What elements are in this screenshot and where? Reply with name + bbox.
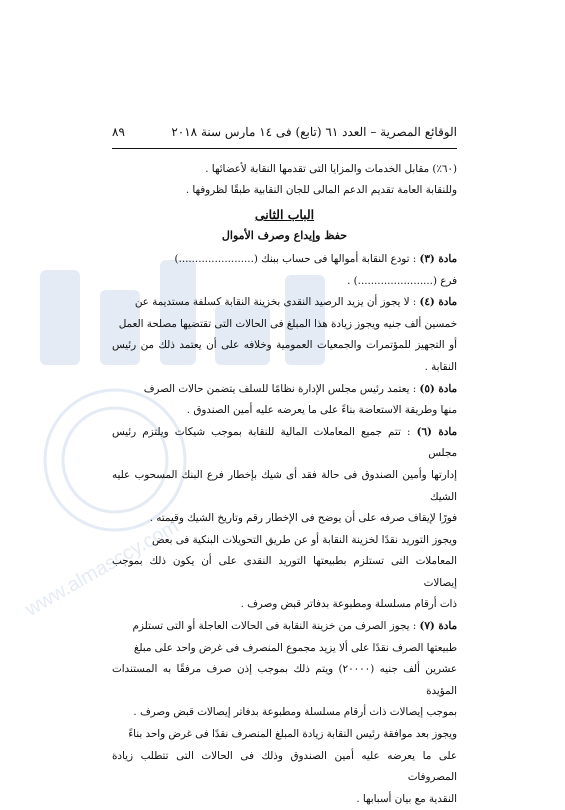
text-line: النقدية مع بيان أسبابها . xyxy=(356,792,457,805)
article-7-line xyxy=(112,616,457,638)
article-5-line xyxy=(112,379,457,401)
chapter-title: الباب الثانى xyxy=(254,206,315,222)
article-label: مادة (٣) xyxy=(419,252,457,265)
article-4-line xyxy=(112,292,457,314)
article-3-line xyxy=(112,249,457,271)
text-line: ذات أرقام مسلسلة ومطبوعة بدفاتر قبض وصرف . xyxy=(240,598,457,611)
text-line: فورًا لإيقاف صرفه على أن يوضح فى الإخطار رقم وتاريخ الشيك وقيمته . xyxy=(149,512,457,525)
text-line: خمسين ألف جنيه ويجوز زيادة هذا المبلغ فى الحالات التى تقتضيها مصلحة العمل xyxy=(118,317,457,330)
text-line: بموجب إيصالات ذات أرقام مسلسلة ومطبوعة بدفاتر إيصالات قبض وصرف . xyxy=(133,706,457,719)
header-title: الوقائع المصرية – العدد ٦١ (تابع) فى ١٤ مارس سنة ٢٠١٨ xyxy=(171,125,457,139)
text-line: على ما يعرضه عليه أمين الصندوق وذلك فى الحالات التى تتطلب زيادة المصروفات xyxy=(112,749,457,784)
text-line: وللنقابة العامة تقديم الدعم المالى للجان النقابية طبقًا لظروفها . xyxy=(185,184,457,197)
text-line: عشرين ألف جنيه (٢٠٠٠٠) ويتم ذلك بموجب إذن صرف مرفقًا به المستندات المؤيدة xyxy=(112,663,457,697)
text-line: المعاملات التى تستلزم بطبيعتها التوريد النقدى على أن يكون ذلك بموجب إيصالات xyxy=(112,555,457,589)
article-text: : لا يجوز أن يزيد الرصيد النقدى بخزينة النقابة كسلفة مستديمة عن xyxy=(134,296,417,309)
article-label: مادة (٦) xyxy=(416,425,458,438)
text-line: إدارتها وأمين الصندوق فى حالة فقد أى شيك بإخطار فرع البنك المسحوب عليه الشيك xyxy=(112,468,457,503)
text-line: ويجوز بعد موافقة رئيس النقابة زيادة المبلغ المنصرف نقدًا فى غرض واحد بناءً xyxy=(128,728,457,741)
article-text: : يعتمد رئيس مجلس الإدارة نظامًا للسلف يتضمن حالات الصرف xyxy=(143,382,417,395)
article-text: : يجوز الصرف من خزينة النقابة فى الحالات العاجلة أو التى تستلزم xyxy=(132,620,417,633)
page-number: ٨٩ xyxy=(112,125,125,139)
article-6-line xyxy=(112,422,457,465)
article-text: : تودع النقابة أموالها فى حساب ببنك (.......................) xyxy=(174,252,417,265)
article-label: مادة (٥) xyxy=(419,382,457,395)
watermark-url: www.almasccy.com xyxy=(21,515,183,621)
document-page xyxy=(112,122,457,810)
page-header xyxy=(112,122,457,149)
article-text: : تتم جميع المعاملات المالية للنقابة بموجب شيكات ويلتزم رئيس مجلس xyxy=(112,425,457,460)
text-line: أو التجهيز للمؤتمرات والجمعيات العمومية وخلافه على أن يعتمد ذلك من رئيس النقابة . xyxy=(112,339,457,373)
text-line: طبيعتها الصرف نقدًا على ألا يزيد مجموع المنصرف فى غرض واحد على مبلغ xyxy=(133,641,457,654)
text-line: فرع (.......................) . xyxy=(347,274,457,287)
text-line: ويجوز التوريد نقدًا لخزينة النقابة أو عن طريق التحويلات البنكية فى بعض xyxy=(152,533,457,546)
text-line: (٦٠٪) مقابل الخدمات والمزايا التى تقدمها النقابة لأعضائها . xyxy=(205,162,457,175)
text-line: منها وطريقة الاستعاضة بناءً على ما يعرضه عليه أمين الصندوق . xyxy=(186,404,457,417)
chapter-subtitle: حفظ وإيداع وصرف الأموال xyxy=(221,229,348,243)
article-label: مادة (٤) xyxy=(419,296,457,309)
article-label: مادة (٧) xyxy=(419,620,457,633)
